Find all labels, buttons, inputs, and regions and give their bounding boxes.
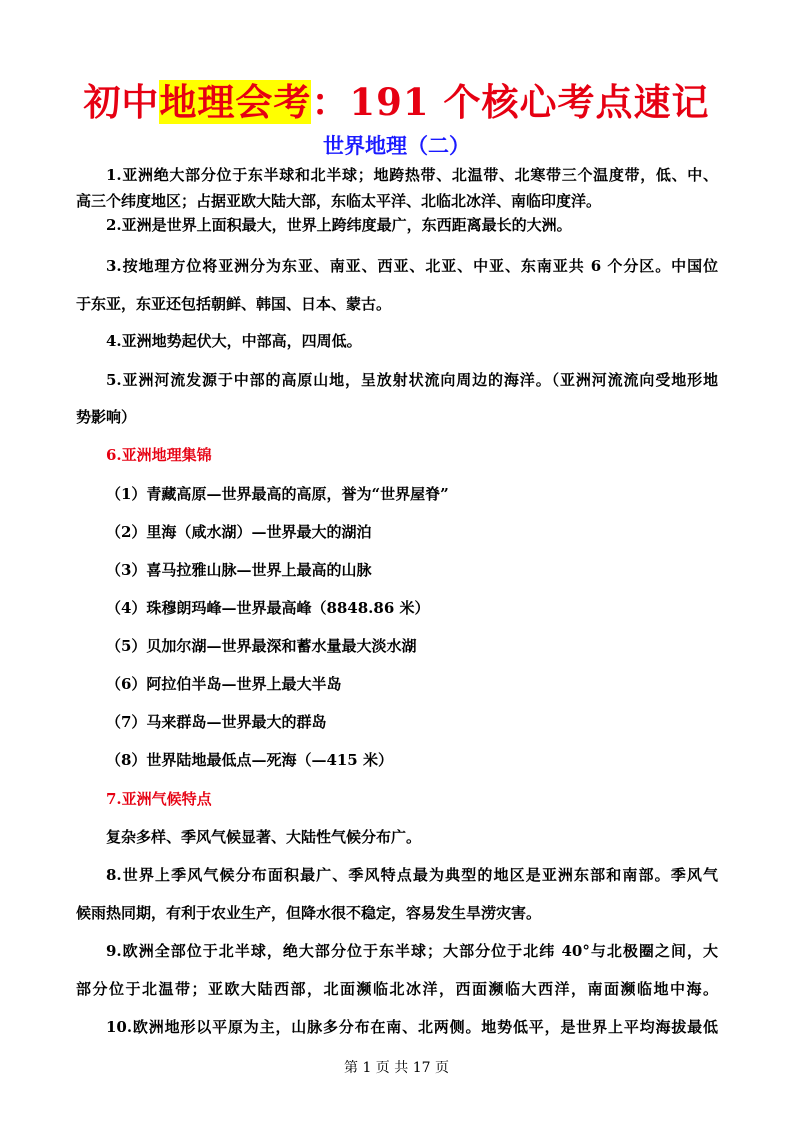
paragraph-line-7: 5.亚洲河流发源于中部的高原山地，呈放射状流向周边的海洋。（亚洲河流流向受地形地 — [106, 371, 718, 389]
paragraph-line-13: 部分位于北温带；亚欧大陆西部，北面濒临北冰洋，西面濒临大西洋，南面濒临地中海。 — [76, 980, 718, 998]
title-highlight: 地理会考 — [159, 80, 312, 124]
title-suffix: ：191 个核心考点速记 — [311, 80, 710, 124]
list-item-6: （6）阿拉伯半岛—世界上最大半岛 — [106, 675, 342, 693]
page-footer: 第 1 页 共 17 页 — [344, 1060, 449, 1076]
paragraph-line-2: 高三个纬度地区；占据亚欧大陆大部，东临太平洋、北临北冰洋、南临印度洋。 — [76, 192, 602, 210]
paragraph-line-11: 候雨热同期，有利于农业生产，但降水很不稳定，容易发生旱涝灾害。 — [76, 904, 542, 922]
section-heading-asia-highlights: 6.亚洲地理集锦 — [106, 446, 212, 464]
paragraph-line-10: 8.世界上季风气候分布面积最广、季风特点最为典型的地区是亚洲东部和南部。季风气 — [106, 866, 718, 884]
list-item-3: （3）喜马拉雅山脉—世界上最高的山脉 — [106, 561, 372, 579]
list-item-7: （7）马来群岛—世界最大的群岛 — [106, 713, 327, 731]
list-item-8: （8）世界陆地最低点—死海（—415 米） — [106, 751, 393, 769]
list-item-1: （1）青藏高原—世界最高的高原，誉为“世界屋脊” — [106, 485, 449, 503]
paragraph-line-8: 势影响） — [76, 408, 137, 426]
paragraph-line-3: 2.亚洲是世界上面积最大，世界上跨纬度最广，东西距离最长的大洲。 — [106, 216, 572, 234]
paragraph-line-1: 1.亚洲绝大部分位于东半球和北半球；地跨热带、北温带、北寒带三个温度带，低、中、 — [106, 166, 718, 184]
paragraph-line-4: 3.按地理方位将亚洲分为东亚、南亚、西亚、北亚、中亚、东南亚共 6 个分区。中国位 — [106, 257, 718, 275]
paragraph-line-6: 4.亚洲地势起伏大，中部高，四周低。 — [106, 332, 362, 350]
list-item-2: （2）里海（咸水湖）—世界最大的湖泊 — [106, 523, 372, 541]
title-prefix: 初中 — [83, 80, 160, 124]
paragraph-line-12: 9.欧洲全部位于北半球，绝大部分位于东半球；大部分位于北纬 40°与北极圈之间，大 — [106, 942, 718, 960]
list-item-5: （5）贝加尔湖—世界最深和蓄水量最大淡水湖 — [106, 637, 417, 655]
section-subtitle: 世界地理（二） — [323, 133, 470, 158]
list-item-4: （4）珠穆朗玛峰—世界最高峰（8848.86 米） — [106, 599, 430, 617]
section-heading-climate: 7.亚洲气候特点 — [106, 790, 212, 808]
paragraph-line-9: 复杂多样、季风气候显著、大陆性气候分布广。 — [106, 828, 422, 846]
paragraph-line-14: 10.欧洲地形以平原为主，山脉多分布在南、北两侧。地势低平，是世界上平均海拔最低 — [106, 1018, 718, 1036]
page-title — [0, 78, 793, 126]
paragraph-line-5: 于东亚，东亚还包括朝鲜、韩国、日本、蒙古。 — [76, 295, 392, 313]
